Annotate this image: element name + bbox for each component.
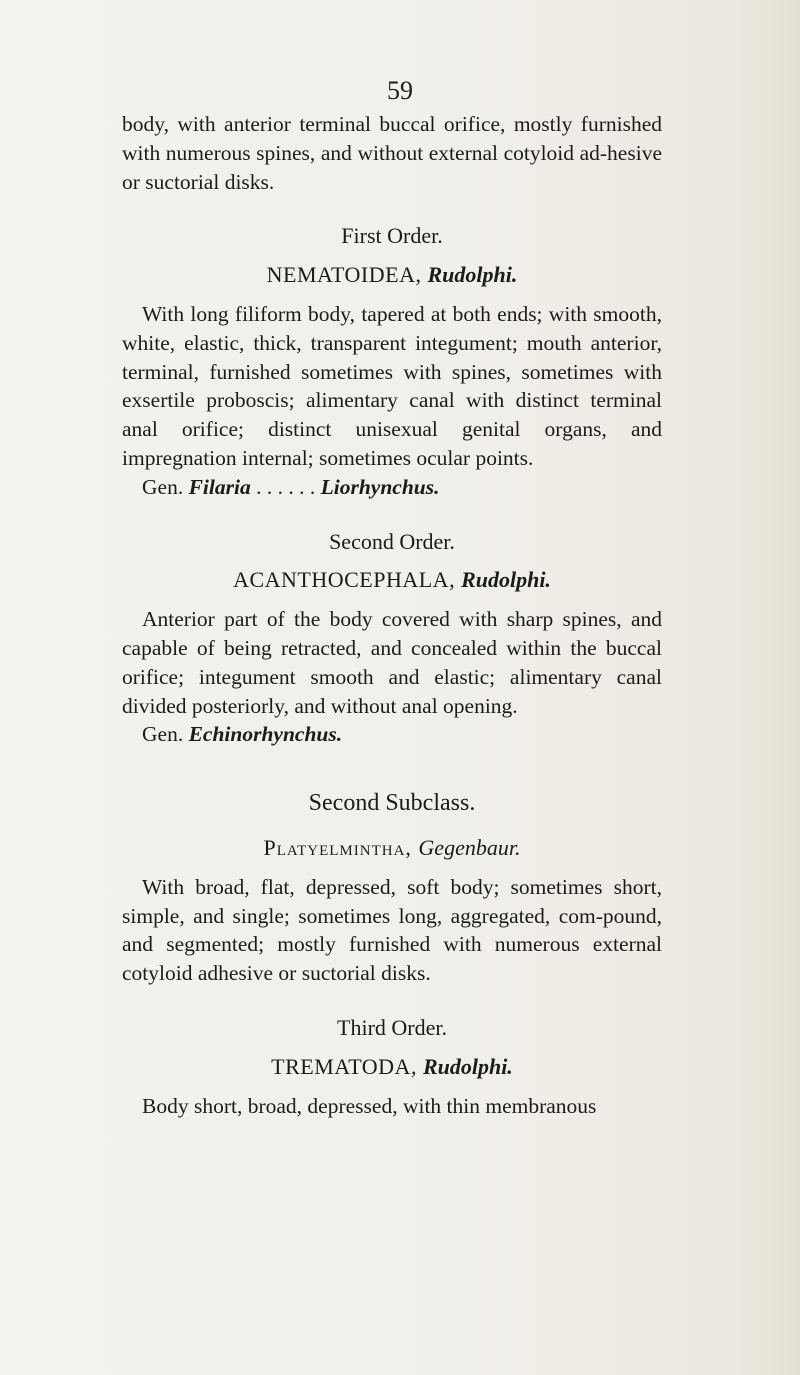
second-subclass-description: With broad, flat, depressed, soft body; sometimes short, simple, and single; sometimes long, aggregated, com-pound, and segmented; mostly furnished with numerous external cotyloid adhesive or suctorial disks. <box>122 874 662 986</box>
second-order-taxon <box>122 566 662 595</box>
genus-label: Gen. <box>142 474 184 499</box>
third-order-taxon <box>122 1053 662 1082</box>
taxon-author: Gegenbaur. <box>418 834 521 860</box>
genus-label: Gen. <box>142 722 184 747</box>
first-order-heading: First Order. <box>341 223 443 249</box>
second-order-description: Anterior part of the body covered with sharp spines, and capable of being retracted, and concealed within the buccal orifice; integument smooth and elastic; alimentary canal divided posteriorly, and without anal opening. <box>122 607 662 718</box>
genus-name: Filaria <box>188 474 251 499</box>
page-number: 59 <box>387 76 413 105</box>
first-order-description: With long filiform body, tapered at both ends; with smooth, white, elastic, thick, transparent integument; mouth anterior, terminal, furnished sometimes with spines, sometimes with exsertile proboscis; alimentary canal with distinct terminal anal orifice; distinct unisexual genital organs, and impregnation internal; sometimes ocular points. <box>122 301 662 470</box>
second-subclass-heading: Second Subclass. <box>308 790 476 817</box>
taxon-name: NEMATOIDEA, <box>266 262 422 288</box>
intro-paragraph: body, with anterior terminal buccal orifice, mostly furnished with numerous spines, and without external cotyloid ad-hesive or suctorial disks. <box>122 112 662 194</box>
taxon-author: Rudolphi. <box>461 567 551 593</box>
second-order-genera <box>122 720 662 749</box>
taxon-name: ACANTHOCEPHALA, <box>233 567 456 593</box>
taxon-name: Platyelmintha, <box>263 834 412 860</box>
genus-name: Liorhynchus. <box>320 474 440 499</box>
dot-leader: . . . . . . <box>256 474 316 499</box>
genus-name: Echinorhynchus. <box>188 722 343 747</box>
second-order-heading: Second Order. <box>329 528 455 554</box>
taxon-author: Rudolphi. <box>422 1053 513 1079</box>
first-order-genera <box>122 473 662 502</box>
third-order-description: Body short, broad, depressed, with thin membranous <box>142 1093 597 1118</box>
taxon-author: Rudolphi. <box>427 262 518 288</box>
first-order-taxon <box>122 261 662 290</box>
page-text <box>122 110 662 1120</box>
second-subclass-taxon <box>122 834 662 863</box>
taxon-name: TREMATODA, <box>271 1053 417 1079</box>
third-order-heading: Third Order. <box>337 1014 447 1040</box>
